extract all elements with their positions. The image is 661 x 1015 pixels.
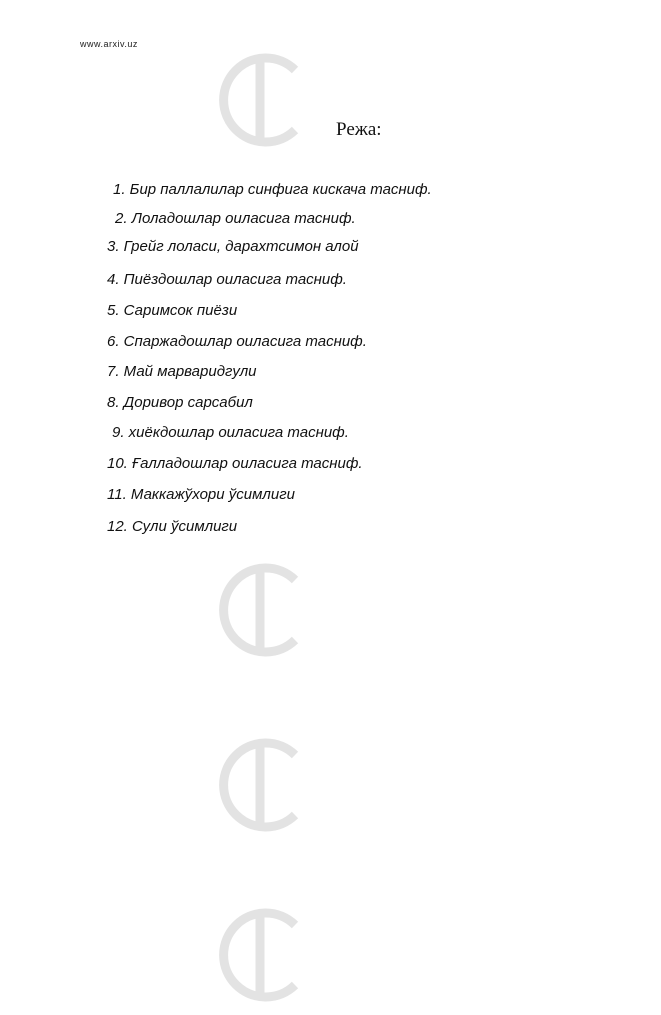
plan-item: 11. Маккажўхори ўсимлиги	[107, 486, 295, 503]
plan-item: 2. Лоладошлар оиласига тасниф.	[115, 210, 356, 227]
watermark-logo-icon	[200, 725, 320, 845]
plan-item: 1. Бир паллалилар синфига кискача тасниф.	[113, 181, 432, 198]
plan-item: 10. Ғалладошлар оиласига тасниф.	[107, 455, 363, 472]
plan-item: 7. Май марваридгули	[107, 363, 257, 380]
watermark-logo-icon	[200, 895, 320, 1015]
plan-title: Режа:	[336, 119, 382, 140]
plan-item: 8. Доривор сарсабил	[107, 394, 253, 411]
plan-item: 4. Пиёздошлар оиласига тасниф.	[107, 271, 347, 288]
plan-item: 6. Спаржадошлар оиласига тасниф.	[107, 333, 367, 350]
plan-item: 5. Саримсок пиёзи	[107, 302, 238, 319]
plan-item: 12. Сули ўсимлиги	[107, 518, 238, 535]
watermark-logo-icon	[200, 550, 320, 670]
plan-item: 9. хиёкдошлар оиласига тасниф.	[112, 424, 349, 441]
plan-item: 3. Грейг лоласи, дарахтсимон алой	[107, 238, 359, 255]
site-header: www.arxiv.uz	[80, 39, 138, 49]
watermark-logo-icon	[200, 40, 320, 160]
